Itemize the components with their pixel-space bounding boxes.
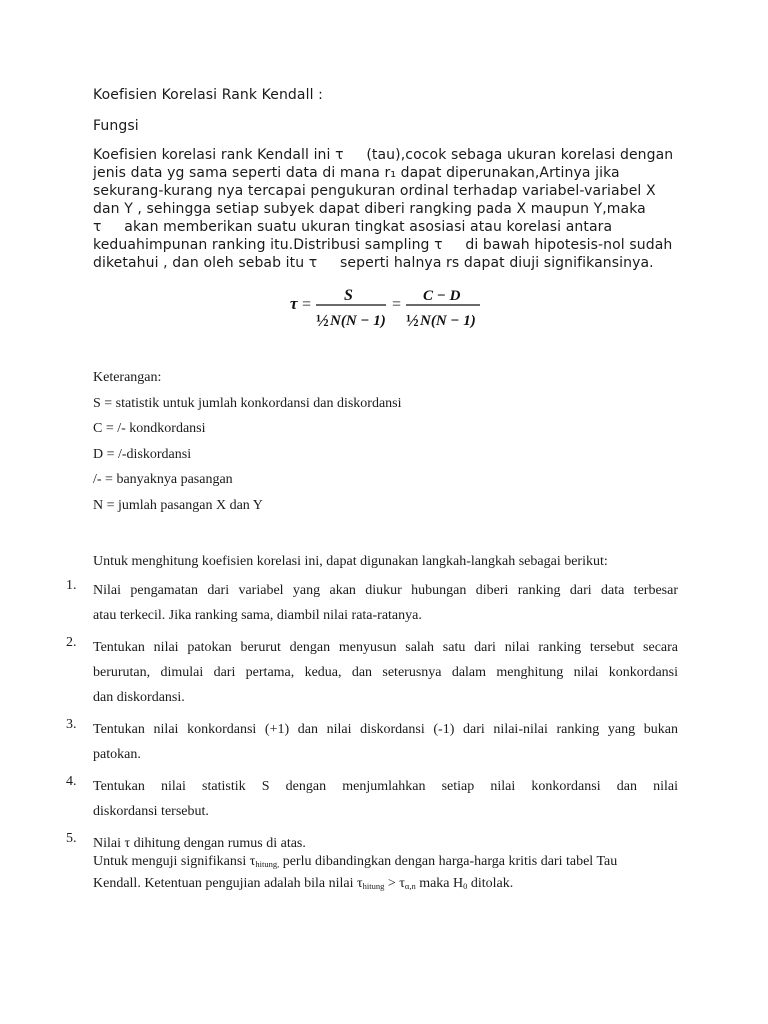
step-line: berurutan, dimulai dari pertama, kedua, dan seterusnya dalam menghitung nilai konkordansi [93, 665, 678, 680]
list-item [66, 717, 678, 767]
keterangan-heading: Keterangan: [93, 370, 162, 385]
step-line: Nilai pengamatan dari variabel yang akan diukur hubungan diberi ranking dari data terbesar [93, 583, 678, 598]
outro-subscript: 0 [463, 881, 468, 891]
formula-lhs: τ [290, 294, 298, 313]
outro-subscript: hitung, [255, 859, 280, 869]
list-item [66, 635, 678, 710]
outro-line [93, 852, 678, 874]
formula-eq-1: = [302, 296, 312, 313]
step-number: 5. [66, 831, 77, 846]
step-line: patokan. [93, 747, 141, 762]
step-line: atau terkecil. Jika ranking sama, diambil nilai rata-ratanya. [93, 608, 422, 623]
intro-line: dan Y , sehingga setiap subyek dapat diberi rangking pada X maupun Y,maka [93, 201, 646, 217]
keterangan-item: D = /-diskordansi [93, 446, 192, 462]
formula-half-1: ½ [316, 311, 329, 330]
intro-line: jenis data yg sama seperti data di mana r₁ dapat diperunakan,Artinya jika [93, 165, 620, 181]
step-number: 4. [66, 774, 77, 789]
step-number: 1. [66, 578, 77, 593]
keterangan-item: N = jumlah pasangan X dan Y [93, 497, 263, 513]
step-number: 2. [66, 635, 77, 650]
step-line: Tentukan nilai statistik S dengan menjumlahkan setiap nilai konkordansi dan nilai [93, 779, 678, 794]
keterangan-item: /- = banyaknya pasangan [93, 472, 233, 487]
document-title: Koefisien Korelasi Rank Kendall : [93, 87, 323, 103]
keterangan-item: C = /- kondkordansi [93, 421, 206, 436]
intro-line: sekurang-kurang nya tercapai pengukuran ordinal terhadap variabel-variabel X [93, 183, 656, 199]
section-heading-fungsi: Fungsi [93, 118, 139, 134]
outro-text: Kendall. Ketentuan pengujian adalah bila nilai τ [93, 876, 363, 891]
formula-denominator-2: N(N − 1) [420, 313, 476, 329]
outro-subscript: hitung [362, 881, 385, 891]
keterangan-block [93, 365, 402, 518]
outro-line [93, 874, 678, 896]
formula-half-2: ½ [406, 311, 419, 330]
step-line: Tentukan nilai patokan berurut dengan menyusun salah satu dari nilai ranking tersebut secara [93, 640, 678, 655]
intro-line: keduahimpunan ranking itu.Distribusi sampling τ di bawah hipotesis-nol sudah [93, 237, 673, 253]
outro-text: ditolak. [467, 876, 514, 891]
outro-text: maka H [415, 876, 464, 891]
intro-paragraph [93, 146, 683, 272]
intro-line: diketahui , dan oleh sebab itu τ seperti halnya rs dapat diuji signifikansinya. [93, 255, 654, 271]
intro-line: τ akan memberikan suatu ukuran tingkat asosiasi atau korelasi antara [93, 219, 613, 235]
formula-numerator-1: S [344, 287, 353, 304]
outro-subscript: α,n [404, 881, 416, 891]
list-item [66, 578, 678, 628]
step-line: diskordansi tersebut. [93, 804, 209, 819]
intro-line: Koefisien korelasi rank Kendall ini τ (tau),cocok sebaga ukuran korelasi dengan [93, 147, 674, 163]
step-line: Nilai τ dihitung dengan rumus di atas. [93, 836, 306, 851]
formula-numerator-2: C − D [423, 288, 461, 304]
list-item [66, 774, 678, 824]
kendall-tau-formula [288, 282, 488, 338]
outro-text: > τ [384, 876, 405, 891]
formula-denominator-1: N(N − 1) [330, 313, 386, 329]
step-line: Tentukan nilai konkordansi (+1) dan nilai diskordansi (-1) dari nilai-nilai ranking yang bukan [93, 722, 678, 737]
step-line: dan diskordansi. [93, 690, 185, 705]
keterangan-item: S = statistik untuk jumlah konkordansi dan diskordansi [93, 395, 402, 411]
outro-paragraph [93, 852, 678, 896]
outro-text: perlu dibandingkan dengan harga-harga kritis dari tabel Tau [279, 854, 618, 869]
formula-eq-2: = [392, 296, 402, 313]
steps-list [66, 578, 678, 863]
step-number: 3. [66, 717, 77, 732]
outro-text: Untuk menguji signifikansi τ [93, 854, 256, 869]
steps-intro: Untuk menghitung koefisien korelasi ini, dapat digunakan langkah-langkah sebagai berikut: [93, 554, 608, 569]
